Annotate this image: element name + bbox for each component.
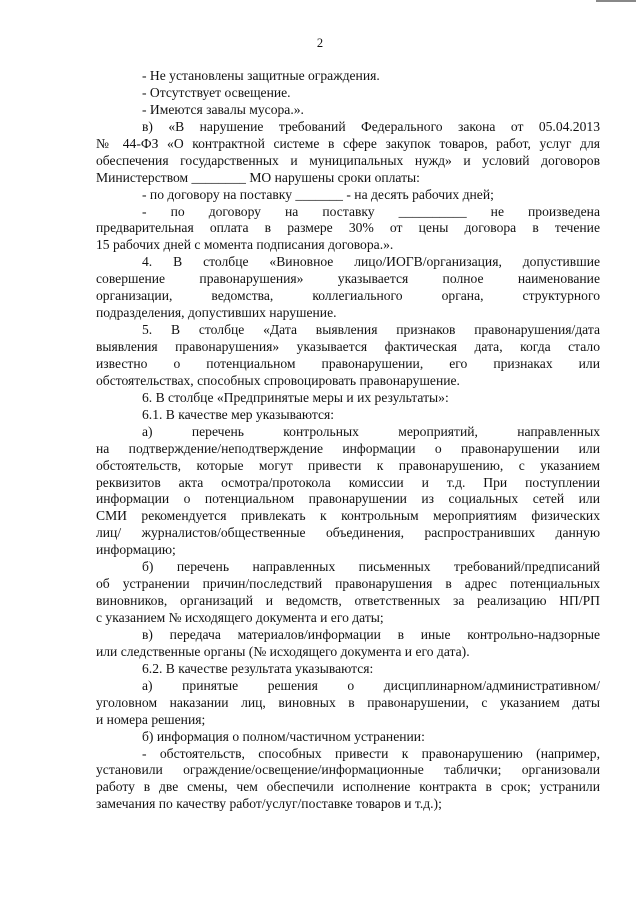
text-line: об устранении причин/последствий правонарушения в адрес потенциальных [96, 576, 600, 592]
text-line: 6.1. В качестве мер указываются: [142, 406, 335, 422]
text-line: а) принятые решения о дисциплинарном/административном/ [142, 677, 600, 693]
text-line: с указанием № исходящего документа и его даты; [96, 610, 384, 625]
text-line: б) перечень направленных письменных требований/предписаний [142, 559, 600, 575]
text-line: реквизитов акта осмотра/протокола комиссии и т.д. При поступлении [96, 474, 600, 490]
text-line: организации, ведомства, коллегиального органа, структурного [96, 288, 600, 304]
text-line: и номера решения; [96, 711, 206, 727]
text-line: б) информация о полном/частичном устранении: [142, 728, 425, 744]
page-number: 2 [316, 36, 324, 50]
text-line: № 44-ФЗ «О контрактной системе в сфере закупок товаров, работ, услуг для [96, 135, 600, 151]
text-line: СМИ рекомендуется привлекать к контрольным мероприятиям физических [96, 508, 600, 524]
text-line: в) передача материалов/информации в иные контрольно-надзорные [142, 626, 600, 642]
text-line: обстоятельств, которые могут привести к правонарушению, с указанием [96, 457, 600, 473]
text-line: или следственные органы (№ исходящего документа и его дата). [96, 643, 470, 659]
text-line: - Не установлены защитные ограждения. [142, 68, 380, 83]
text-line: 6.2. В качестве результата указываются: [142, 660, 374, 676]
text-line: - обстоятельств, способных привести к правонарушению (например, [142, 745, 600, 761]
text-line: установили ограждение/освещение/информационные таблички; организовали [96, 762, 600, 778]
text-line: подразделения, допустивших нарушение. [96, 305, 337, 321]
text-line: лиц/ журналистов/общественные объединения, распространивших данную [96, 525, 600, 541]
text-line: предварительная оплата в размере 30% от цены договора в течение [96, 220, 600, 236]
scan-edge-mark [596, 0, 636, 2]
text-line: замечания по качеству работ/услуг/поставке товаров и т.д.); [96, 796, 442, 812]
text-line: в) «В нарушение требований Федерального закона от 05.04.2013 [142, 118, 600, 134]
text-line: работу в две смены, чем обеспечили исполнение контракта в срок; устранили [96, 779, 600, 795]
text-line: - Отсутствует освещение. [142, 84, 291, 100]
text-line: обстоятельствах, способных спровоцировать правонарушение. [96, 372, 460, 388]
text-line: 15 рабочих дней с момента подписания договора.». [96, 237, 394, 253]
text-line: выявления правонарушения» указывается фактическая дата, когда стало [96, 339, 600, 354]
text-line: - по договору на поставку _______ - на десять рабочих дней; [142, 186, 494, 202]
text-line: 4. В столбце «Виновное лицо/ИОГВ/организация, допустившие [142, 254, 600, 270]
text-line: виновников, организаций и ведомств, ответственных за реализацию НП/РП [96, 593, 600, 609]
text-line: - по договору на поставку __________ не произведена [142, 203, 600, 219]
text-line: информацию; [96, 542, 176, 558]
text-line: Министерством ________ МО нарушены сроки оплаты: [96, 169, 420, 185]
text-line: 5. В столбце «Дата выявления признаков правонарушения/дата [142, 322, 600, 338]
text-line: обеспечения государственных и муниципальных нужд» и условий договоров [96, 152, 600, 168]
text-line: уголовном наказании лиц, виновных в правонарушении, с указанием даты [96, 694, 600, 710]
text-line: информации о потенциальном правонарушении из социальных сетей или [96, 491, 600, 507]
text-line: - Имеются завалы мусора.». [142, 101, 304, 117]
text-line: на подтверждение/неподтверждение информации о правонарушении или [96, 440, 600, 456]
text-line: 6. В столбце «Предпринятые меры и их результаты»: [142, 389, 449, 405]
document-body [96, 68, 600, 813]
text-line: а) перечень контрольных мероприятий, направленных [142, 423, 600, 439]
text-line: известно о потенциальном правонарушении, его признаках или [96, 355, 600, 371]
text-line: совершение правонарушения» указывается полное наименование [96, 271, 600, 287]
